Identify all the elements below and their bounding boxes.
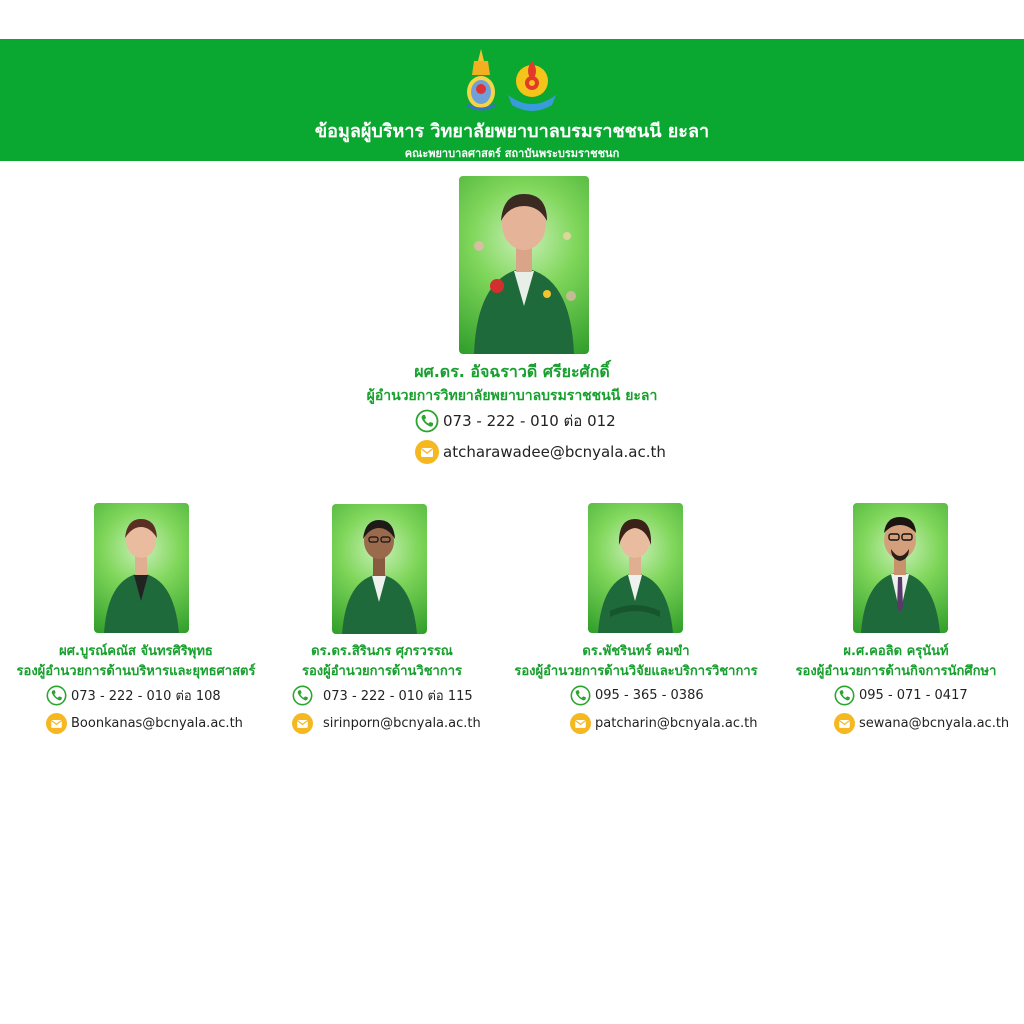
phone-icon	[834, 685, 855, 706]
deputy-phone	[46, 685, 221, 706]
deputy-photo	[94, 503, 189, 633]
deputy-email[interactable]	[570, 713, 757, 734]
deputy-email[interactable]	[46, 713, 243, 734]
director-photo	[459, 176, 589, 354]
deputy-phone-text: 073 - 222 - 010 ต่อ 115	[323, 689, 473, 704]
deputy-photo	[332, 504, 427, 634]
deputy-phone	[292, 685, 473, 706]
deputy-phone	[570, 685, 704, 706]
director-email[interactable]	[415, 440, 666, 464]
deputy-position: รองผู้อำนวยการด้านบริหารและยุทธศาสตร์	[16, 664, 256, 679]
deputy-photo	[853, 503, 948, 633]
page-title: ข้อมูลผู้บริหาร วิทยาลัยพยาบาลบรมราชชนนี ยะลา	[314, 121, 710, 142]
email-icon	[834, 713, 855, 734]
director-phone-text: 073 - 222 - 010 ต่อ 012	[443, 412, 616, 430]
director-phone	[415, 409, 616, 433]
phone-icon	[570, 685, 591, 706]
deputy-phone-text: 073 - 222 - 010 ต่อ 108	[71, 689, 221, 704]
deputy-name: ผศ.บูรณ์คณัส จันทรศิริพุทธ	[59, 644, 213, 659]
deputy-email[interactable]	[834, 713, 1009, 734]
logo-group	[0, 47, 1024, 113]
deputy-position: รองผู้อำนวยการด้านวิจัยและบริการวิชาการ	[514, 664, 758, 679]
phone-icon	[46, 685, 67, 706]
phone-icon	[292, 685, 313, 706]
deputy-email-text[interactable]: Boonkanas@bcnyala.ac.th	[71, 716, 243, 731]
deputy-name: ดร.พัชรินทร์ คมขำ	[582, 644, 690, 659]
institution-crest-logo	[464, 47, 498, 113]
director-position: ผู้อำนวยการวิทยาลัยพยาบาลบรมราชชนนี ยะลา	[366, 388, 658, 404]
phone-icon	[415, 409, 439, 433]
deputy-email[interactable]	[292, 713, 481, 734]
college-emblem-logo	[504, 47, 560, 113]
email-icon	[415, 440, 439, 464]
deputy-phone-text: 095 - 365 - 0386	[595, 688, 704, 703]
deputy-photo	[588, 503, 683, 633]
deputy-position: รองผู้อำนวยการด้านกิจการนักศึกษา	[795, 664, 997, 679]
email-icon	[292, 713, 313, 734]
deputy-name: ดร.ดร.สิรินภร ศุภรวรรณ	[311, 644, 453, 659]
deputy-name: ผ.ศ.คอลิด ครุนันท์	[843, 644, 949, 659]
deputy-phone-text: 095 - 071 - 0417	[859, 688, 968, 703]
deputy-position: รองผู้อำนวยการด้านวิชาการ	[301, 664, 463, 679]
deputy-email-text[interactable]: patcharin@bcnyala.ac.th	[595, 716, 758, 731]
page-subtitle: คณะพยาบาลศาสตร์ สถาบันพระบรมราชชนก	[404, 147, 620, 160]
email-icon	[46, 713, 67, 734]
deputy-phone	[834, 685, 968, 706]
header-banner	[0, 39, 1024, 161]
director-email-text[interactable]: atcharawadee@bcnyala.ac.th	[443, 443, 666, 461]
email-icon	[570, 713, 591, 734]
deputy-email-text[interactable]: sewana@bcnyala.ac.th	[859, 716, 1010, 731]
deputy-email-text[interactable]: sirinporn@bcnyala.ac.th	[323, 716, 481, 731]
director-name: ผศ.ดร. อัจฉราวดี ศรียะศักดิ์	[414, 362, 610, 381]
